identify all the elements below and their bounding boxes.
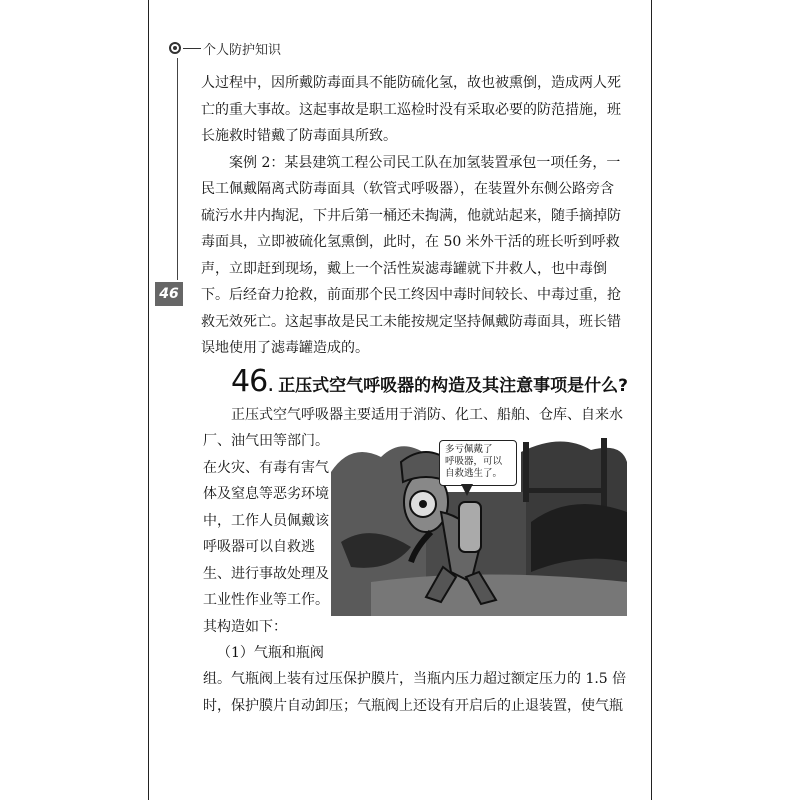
text-line: 毒面具，立即被硫化氢熏倒，此时，在 50 米外干活的班长听到呼救 <box>201 234 620 250</box>
bottom-paragraph <box>203 666 635 719</box>
text-line: 救无效死亡。这起事故是民工未能按规定坚持佩戴防毒面具，班长错 <box>201 313 621 330</box>
running-header <box>169 38 281 58</box>
text-line: 民工佩戴隔离式防毒面具（软管式呼吸器），在装置外东侧公路旁含 <box>201 181 614 197</box>
text-line: 生、进行事故处理及 <box>203 565 329 582</box>
section-dot: . <box>267 372 275 397</box>
intro-paragraph <box>203 402 635 429</box>
case-text-block <box>201 70 631 362</box>
text-line: 工业性作业等工作。 <box>203 592 329 608</box>
text-line: 厂、油气田等部门。 <box>203 433 329 449</box>
bubble-line: 多亏佩戴了 <box>445 444 493 455</box>
text-line: 其构造如下： <box>203 618 287 635</box>
bubble-line: 呼吸器，可以 <box>445 456 503 467</box>
text-line: 在火灾、有毒有害气 <box>203 459 329 476</box>
target-bullet-icon <box>169 42 181 54</box>
text-line: 硫污水井内掏泥，下井后第一桶还未掏满，他就站起来，随手摘掉防 <box>201 207 621 224</box>
header-title: 个人防护知识 <box>203 42 282 58</box>
text-line: 长施救时错戴了防毒面具所致。 <box>201 128 397 144</box>
book-page <box>148 0 652 800</box>
wrapped-text-column <box>203 428 343 667</box>
text-line: 中，工作人员佩戴该 <box>203 512 329 529</box>
section-title: 正压式空气呼吸器的构造及其注意事项是什么? <box>278 376 629 396</box>
text-line: 下。后经奋力抢救，前面那个民工终因中毒时间较长、中毒过重，抢 <box>201 287 621 303</box>
section-number: 46 <box>231 364 268 399</box>
text-line: 时，保护膜片自动卸压；气瓶阀上还设有开启后的止退装置，使气瓶 <box>203 697 623 714</box>
speech-bubble-tail <box>461 484 473 496</box>
text-line: 正压式空气呼吸器主要适用于消防、化工、船舶、仓库、自来水 <box>231 407 623 423</box>
text-line: 呼吸器可以自救逃 <box>203 539 315 555</box>
cartoon-illustration <box>331 432 627 616</box>
text-line: 亡的重大事故。这起事故是职工巡检时没有采取必要的防范措施，班 <box>201 101 621 118</box>
text-line: 误地使用了滤毒罐造成的。 <box>201 340 369 356</box>
text-line: 案例 2：某县建筑工程公司民工队在加氢装置承包一项任务，一 <box>229 154 621 171</box>
section-heading <box>231 364 628 399</box>
header-rule <box>183 48 201 49</box>
speech-bubble <box>439 440 517 486</box>
text-line: 体及窒息等恶劣环境 <box>203 486 329 502</box>
page-number-tab: 46 <box>155 282 183 306</box>
text-line: 组。气瓶阀上装有过压保护膜片，当瓶内压力超过额定压力的 1.5 倍 <box>203 671 627 687</box>
text-line: 声，立即赶到现场，戴上一个活性炭滤毒罐就下井救人，也中毒倒 <box>201 260 607 277</box>
text-line: （1）气瓶和瓶阀 <box>217 645 324 661</box>
margin-rule <box>177 58 178 280</box>
bubble-line: 自救逃生了。 <box>445 468 503 479</box>
text-line: 人过程中，因所戴防毒面具不能防硫化氢，故也被熏倒，造成两人死 <box>201 75 621 91</box>
